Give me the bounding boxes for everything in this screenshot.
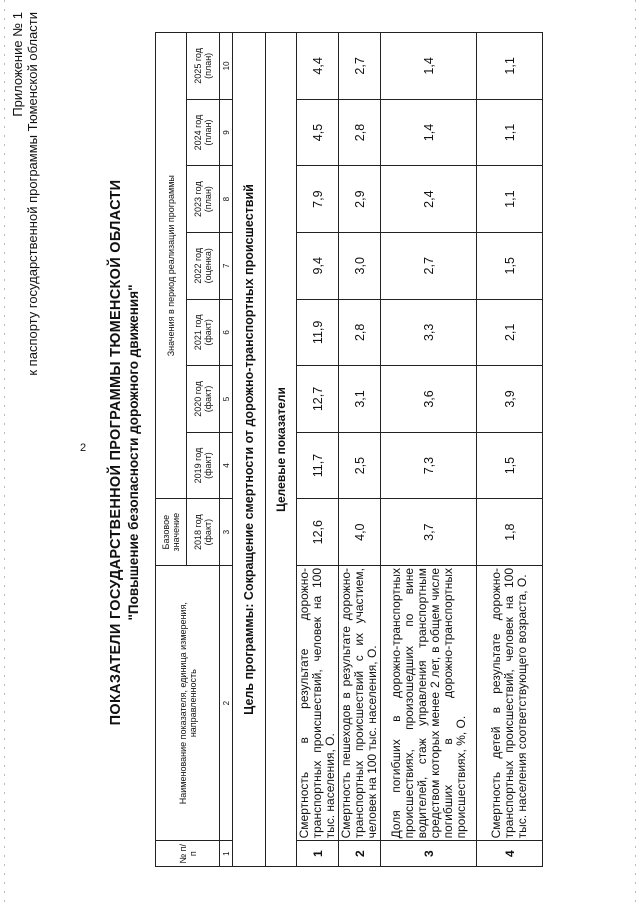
indicator-name: Доля погибших в дорожно-транспортных происшествиях, произошедших по вине водителей, стаж управления транспортным средством которых менее 2 лет, в общем числе погибших в дорожно-транспортных происшествиях, %, О. bbox=[381, 565, 477, 840]
header-base: Базовое значение bbox=[156, 499, 187, 566]
value-cell: 1,8 bbox=[477, 499, 543, 566]
value-cell: 2,1 bbox=[477, 299, 543, 366]
header-name: Наименование показателя, единица измерения, направленность bbox=[156, 565, 220, 840]
value-cell: 4,4 bbox=[297, 33, 339, 100]
appendix-line-2: к паспорту государственной программы Тюменской области bbox=[25, 12, 40, 376]
column-number: 4 bbox=[220, 432, 233, 499]
header-period: Значения в период реализации программы bbox=[156, 33, 187, 499]
value-cell: 3,9 bbox=[477, 366, 543, 433]
value-cell: 1,5 bbox=[477, 232, 543, 299]
row-number: 2 bbox=[339, 841, 381, 867]
table-row bbox=[339, 33, 381, 867]
appendix-line-1: Приложение № 1 bbox=[10, 12, 25, 117]
value-cell: 2,4 bbox=[381, 166, 477, 233]
value-cell: 4,0 bbox=[339, 499, 381, 566]
table-row bbox=[381, 33, 477, 867]
header-year: 2022 год (оценка) bbox=[187, 232, 220, 299]
row-number: 1 bbox=[297, 841, 339, 867]
document-title: ПОКАЗАТЕЛИ ГОСУДАРСТВЕННОЙ ПРОГРАММЫ ТЮМЕНСКОЙ ОБЛАСТИ bbox=[108, 179, 124, 726]
indicator-name: Смертность детей в результате дорожно-транспортных происшествий, человек на 100 тыс. населения соответствующего возраста, О. bbox=[477, 565, 543, 840]
table-row bbox=[477, 33, 543, 867]
value-cell: 2,7 bbox=[381, 232, 477, 299]
column-number: 3 bbox=[220, 499, 233, 566]
header-year: 2025 год (план) bbox=[187, 33, 220, 100]
value-cell: 3,6 bbox=[381, 366, 477, 433]
value-cell: 1,1 bbox=[477, 99, 543, 166]
column-number: 10 bbox=[220, 33, 233, 100]
header-year: 2019 год (факт) bbox=[187, 432, 220, 499]
section-row bbox=[266, 33, 297, 867]
goal-row bbox=[233, 33, 266, 867]
value-cell: 9,4 bbox=[297, 232, 339, 299]
value-cell: 3,7 bbox=[381, 499, 477, 566]
value-cell: 2,8 bbox=[339, 299, 381, 366]
program-name: "Повышение безопасности дорожного движения" bbox=[126, 284, 141, 621]
table-row bbox=[297, 33, 339, 867]
column-number: 7 bbox=[220, 232, 233, 299]
column-number: 2 bbox=[220, 565, 233, 840]
value-cell: 2,9 bbox=[339, 166, 381, 233]
program-goal: Цель программы: Сокращение смертности от дорожно-транспортных происшествий bbox=[233, 33, 266, 867]
value-cell: 2,8 bbox=[339, 99, 381, 166]
column-number: 5 bbox=[220, 366, 233, 433]
value-cell: 12,6 bbox=[297, 499, 339, 566]
value-cell: 12,7 bbox=[297, 366, 339, 433]
value-cell: 3,3 bbox=[381, 299, 477, 366]
value-cell: 2,5 bbox=[339, 432, 381, 499]
header-row-1 bbox=[156, 33, 187, 867]
indicator-name: Смертность пешеходов в результате дорожно-транспортных происшествий с их участием, человек на 100 тыс. населения, О. bbox=[339, 565, 381, 840]
row-number: 3 bbox=[381, 841, 477, 867]
header-year: 2023 год (план) bbox=[187, 166, 220, 233]
value-cell: 1,5 bbox=[477, 432, 543, 499]
value-cell: 3,0 bbox=[339, 232, 381, 299]
column-number: 1 bbox=[220, 841, 233, 867]
header-year: 2021 год (факт) bbox=[187, 299, 220, 366]
value-cell: 7,9 bbox=[297, 166, 339, 233]
value-cell: 1,1 bbox=[477, 33, 543, 100]
value-cell: 2,7 bbox=[339, 33, 381, 100]
row-number: 4 bbox=[477, 841, 543, 867]
column-number: 9 bbox=[220, 99, 233, 166]
value-cell: 11,9 bbox=[297, 299, 339, 366]
page-number: 2 bbox=[80, 442, 87, 454]
header-year: 2018 год (факт) bbox=[187, 499, 220, 566]
value-cell: 11,7 bbox=[297, 432, 339, 499]
indicators-table bbox=[155, 32, 543, 867]
value-cell: 4,5 bbox=[297, 99, 339, 166]
column-number: 8 bbox=[220, 166, 233, 233]
value-cell: 1,1 bbox=[477, 166, 543, 233]
indicator-name: Смертность в результате дорожно-транспортных происшествий, человек на 100 тыс. населения, О. bbox=[297, 565, 339, 840]
header-num: № п/п bbox=[156, 841, 220, 867]
column-number-row bbox=[220, 33, 233, 867]
value-cell: 1,4 bbox=[381, 33, 477, 100]
section-title: Целевые показатели bbox=[266, 33, 297, 867]
value-cell: 1,4 bbox=[381, 99, 477, 166]
header-year: 2020 год (факт) bbox=[187, 366, 220, 433]
value-cell: 3,1 bbox=[339, 366, 381, 433]
appendix-note bbox=[10, 12, 40, 376]
value-cell: 7,3 bbox=[381, 432, 477, 499]
header-year: 2024 год (план) bbox=[187, 99, 220, 166]
column-number: 6 bbox=[220, 299, 233, 366]
